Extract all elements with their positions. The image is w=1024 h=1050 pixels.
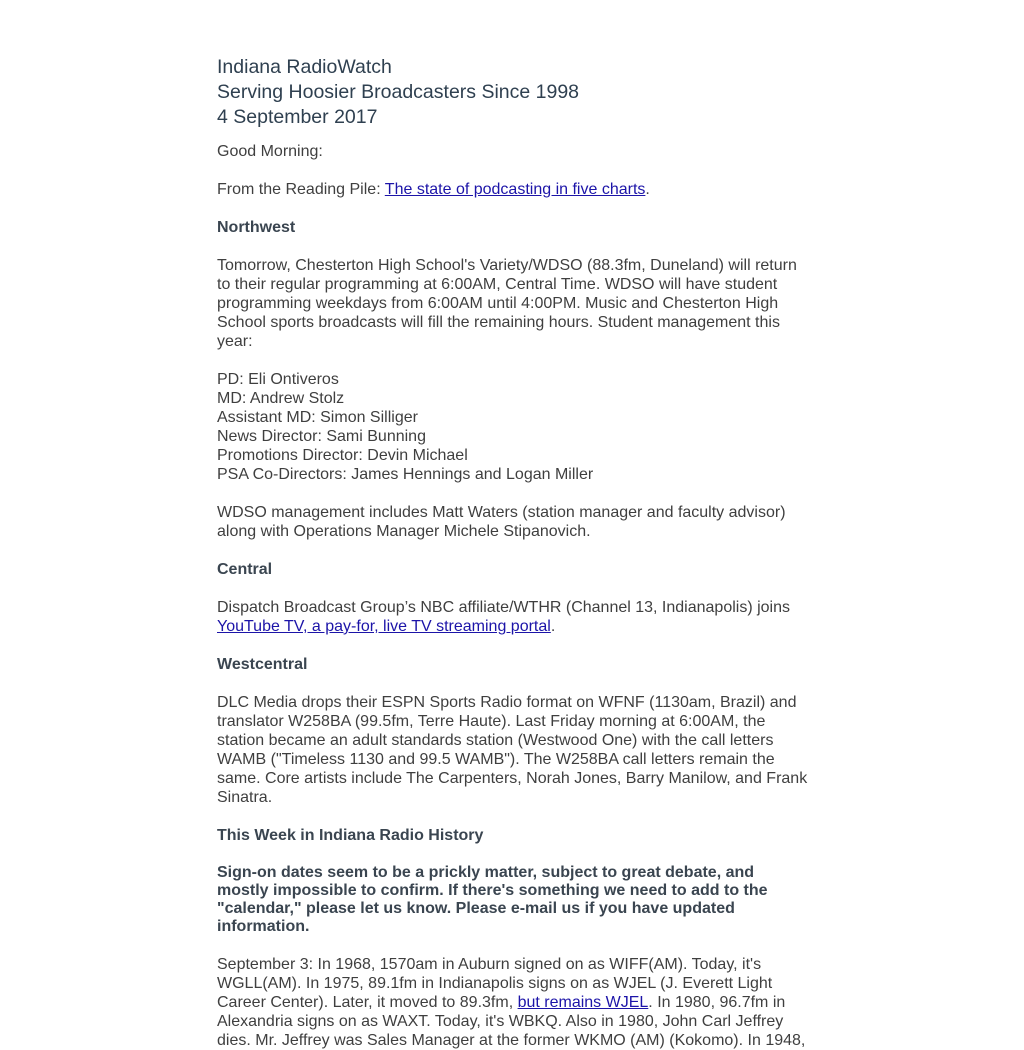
central-text-end: . [550,618,556,635]
staff-item: Promotions Director: Devin Michael [217,447,468,464]
podcasting-charts-link[interactable]: The state of podcasting in five charts [384,181,646,198]
newsletter [217,55,809,1050]
history-september-3 [217,955,809,1050]
sept3-text: September 3: In 1968, 1570am in Auburn signed on as WIFF(AM). Today, it's WGLL(AM). In 1975, 89.1fm in Indianapolis signs on as WJEL (J. Everett Light Career Center). Later, it moved to 89.3fm, [217,956,773,1011]
wdso-management-paragraph: WDSO management includes Matt Waters (station manager and faculty advisor) along with Operations Manager Michele Stipanovich. [217,504,786,540]
wjel-link[interactable]: but remains WJEL [517,994,649,1011]
sept3-text-end: . In 1980, 96.7fm in Alexandria signs on as WAXT. Today, it's WBKQ. Also in 1980, John Carl Jeffrey dies. Mr. Jeffrey was Sales Manager at the former WKMO (AM) (Kokomo). In 1948, [217,994,806,1049]
staff-item: PSA Co-Directors: James Hennings and Logan Miller [217,466,594,483]
reading-pile-suffix: . [645,181,650,198]
westcentral-heading: Westcentral [217,656,308,673]
youtube-tv-link[interactable]: YouTube TV, a pay-for, live TV streaming portal [217,618,551,635]
masthead-title: Indiana RadioWatch [217,56,392,78]
masthead-tagline: Serving Hoosier Broadcasters Since 1998 [217,81,580,103]
staff-item: News Director: Sami Bunning [217,428,426,445]
masthead [217,55,809,130]
staff-item: Assistant MD: Simon Silliger [217,409,418,426]
central-text: Dispatch Broadcast Group’s NBC affiliate/WTHR (Channel 13, Indianapolis) joins [217,599,791,616]
staff-item: MD: Andrew Stolz [217,390,345,407]
northwest-heading: Northwest [217,219,296,236]
masthead-date: 4 September 2017 [217,106,378,128]
greeting: Good Morning: [217,143,323,160]
central-paragraph [217,598,809,636]
reading-pile [217,180,809,199]
wdso-staff-list [217,370,809,484]
northwest-paragraph: Tomorrow, Chesterton High School's Variety/WDSO (88.3fm, Duneland) will return to their regular programming at 6:00AM, Central Time. WDSO will have student programming weekdays from 6:00AM until 4:00PM. Music and Chesterton High School sports broadcasts will fill the remaining hours. Student management this year: [217,257,797,350]
article-body [217,142,809,1050]
westcentral-paragraph: DLC Media drops their ESPN Sports Radio format on WFNF (1130am, Brazil) and translator W258BA (99.5fm, Terre Haute). Last Friday morning at 6:00AM, the station became an adult standards station (Westwood One) with the call letters WAMB ("Timeless 1130 and 99.5 WAMB"). The W258BA call letters remain the same. Core artists include The Carpenters, Norah Jones, Barry Manilow, and Frank Sinatra. [217,694,808,806]
central-heading: Central [217,561,273,578]
reading-pile-prefix: From the Reading Pile: [217,181,385,198]
history-heading: This Week in Indiana Radio History [217,827,484,844]
history-disclaimer: Sign-on dates seem to be a prickly matter, subject to great debate, and mostly impossible to confirm. If there's something we need to add to the "calendar," please let us know. Please e-mail us if you have updated information. [217,864,768,935]
staff-item: PD: Eli Ontiveros [217,371,339,388]
